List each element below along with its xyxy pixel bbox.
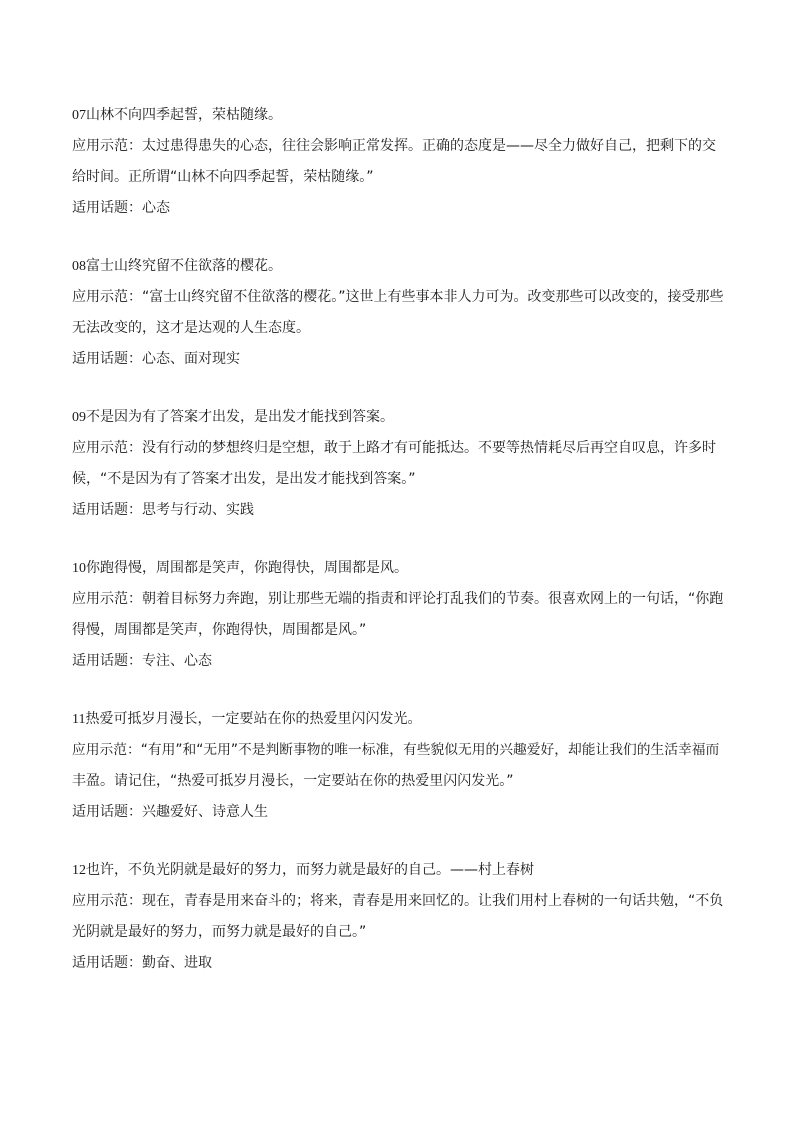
example-line: 得慢，周围都是笑声，你跑得快，周围都是风。”	[72, 622, 367, 638]
topic-line: 适用话题：思考与行动、实践	[72, 502, 254, 518]
quote-entry	[72, 402, 724, 526]
quote-entry	[72, 704, 724, 828]
entry-number: 07	[72, 108, 86, 123]
example-line: 无法改变的，这才是达观的人生态度。	[72, 320, 310, 336]
topic-line: 适用话题：心态	[72, 200, 170, 216]
quote-text: 也许，不负光阴就是最好的努力，而努力就是最好的自己。——村上春树	[86, 862, 534, 878]
quote-entry	[72, 100, 724, 224]
example-line: 应用示范：没有行动的梦想终归是空想，敢于上路才有可能抵达。不要等热情耗尽后再空自叹息，许多时	[72, 440, 716, 456]
example-line: 应用示范：现在，青春是用来奋斗的；将来，青春是用来回忆的。让我们用村上春树的一句话共勉，“不负	[72, 893, 724, 909]
quote-heading	[72, 553, 724, 584]
quote-heading	[72, 100, 724, 131]
topic-line: 适用话题：勤奋、进取	[72, 955, 212, 971]
quote-heading	[72, 251, 724, 282]
quote-entry	[72, 553, 724, 677]
quote-heading	[72, 855, 724, 886]
quote-text: 富士山终究留不住欲落的樱花。	[86, 258, 282, 274]
quote-text: 你跑得慢，周围都是笑声，你跑得快，周围都是风。	[86, 560, 408, 576]
quote-text: 山林不向四季起誓，荣枯随缘。	[86, 107, 282, 123]
quote-heading	[72, 704, 724, 735]
quote-entry	[72, 251, 724, 375]
quote-text: 热爱可抵岁月漫长，一定要站在你的热爱里闪闪发光。	[85, 711, 422, 727]
quote-heading	[72, 402, 724, 433]
example-line: 应用示范：朝着目标努力奔跑，别让那些无端的指责和评论打乱我们的节奏。很喜欢网上的一句话，“你跑	[72, 591, 724, 607]
example-line: 光阴就是最好的努力，而努力就是最好的自己。”	[72, 924, 367, 940]
topic-line: 适用话题：兴趣爱好、诗意人生	[72, 804, 268, 820]
entry-number: 08	[72, 259, 86, 274]
quote-text: 不是因为有了答案才出发，是出发才能找到答案。	[86, 409, 394, 425]
entry-number: 10	[72, 561, 86, 576]
topic-line: 适用话题：心态、面对现实	[72, 351, 240, 367]
example-line: 候，“不是因为有了答案才出发，是出发才能找到答案。”	[72, 471, 416, 487]
example-line: 丰盈。请记住，“热爱可抵岁月漫长，一定要站在你的热爱里闪闪发光。”	[72, 773, 514, 789]
example-line: 应用示范：太过患得患失的心态，往往会影响正常发挥。正确的态度是——尽全力做好自己，把剩下的交	[72, 138, 716, 154]
document-page	[72, 100, 724, 1006]
example-line: 给时间。正所谓“山林不向四季起誓，荣枯随缘。”	[72, 169, 374, 185]
entry-number: 11	[72, 712, 86, 727]
example-line: 应用示范：“有用”和“无用”不是判断事物的唯一标准，有些貌似无用的兴趣爱好，却能让我们的生活幸福而	[72, 742, 720, 758]
quote-entry	[72, 855, 724, 979]
example-line: 应用示范：“富士山终究留不住欲落的樱花。”这世上有些事本非人力可为。改变那些可以改变的，接受那些	[72, 289, 724, 305]
entry-number: 09	[72, 410, 86, 425]
entry-number: 12	[72, 863, 86, 878]
topic-line: 适用话题：专注、心态	[72, 653, 212, 669]
